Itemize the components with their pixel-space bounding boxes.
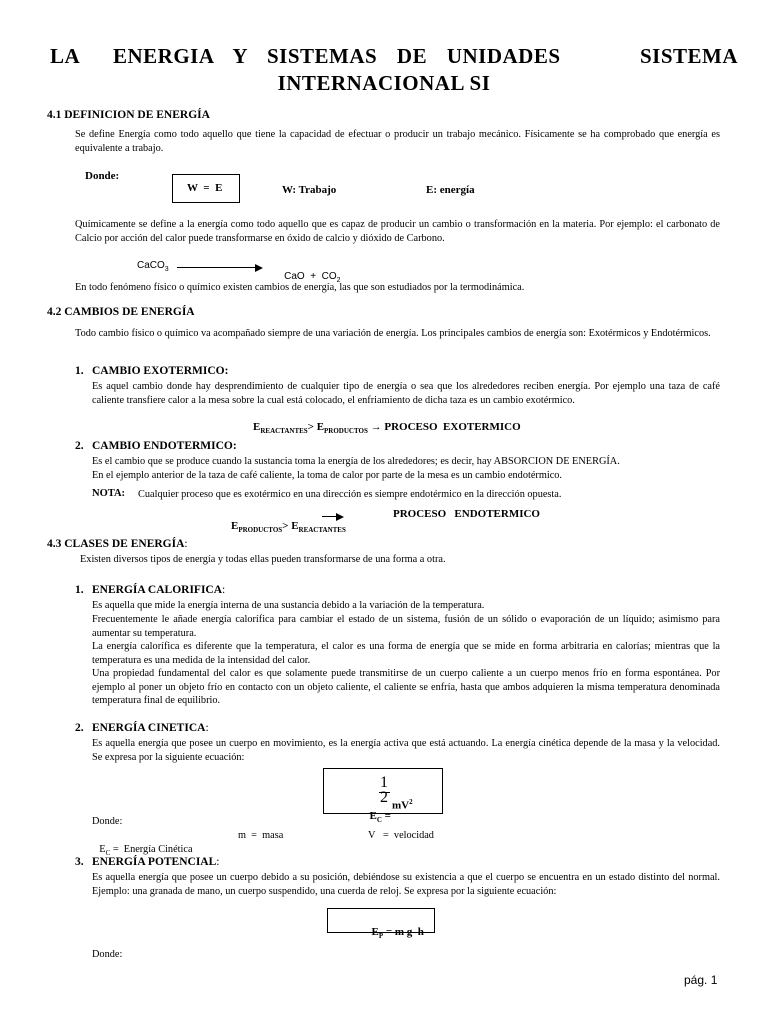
s42-item1-number: 1. (75, 365, 84, 377)
s43-heading-colon: : (184, 538, 188, 550)
ec-rhs-sup: 2 (409, 798, 413, 806)
exo-arrow-icon: → (367, 421, 385, 433)
ec-rhs (392, 798, 413, 812)
exo-sub-reactantes: REACTANTES (260, 427, 308, 436)
s41-paragraph-1: Se define Energía como todo aquello que tiene la capacidad de efectuar o producir un trabajo mecánico. Físicamente se ha comprobado que energía es equivalente a trabajo. (75, 129, 720, 154)
nota-label: NOTA: (92, 488, 126, 499)
product-formula: CaO + CO (284, 271, 337, 282)
class1-title-text: ENERGÍA CALORIFICA (92, 584, 223, 596)
title-word-la: LA (50, 44, 81, 68)
class3-number: 3. (75, 856, 84, 868)
class3-colon: : (216, 856, 220, 868)
section-4-2-heading: 4.2 CAMBIOS DE ENERGÍA (47, 306, 195, 318)
w-definition: W: Trabajo (282, 184, 337, 196)
class2-title (92, 722, 209, 734)
s43-heading-text: 4.3 CLASES DE ENERGÍA (47, 538, 185, 550)
mass-definition: m = masa (238, 830, 284, 841)
class2-colon: : (205, 722, 209, 734)
s42-item2-text2: En el ejemplo anterior de la taza de café caliente, la toma de calor por parte de la mesa es un cambio endotérmico. (92, 470, 563, 481)
ep-lhs-sub: P (378, 932, 384, 941)
class1-colon: : (222, 584, 226, 596)
class1-title (92, 584, 225, 596)
endo-sub-productos: PRODUCTOS (238, 526, 283, 535)
work-energy-formula-box (172, 174, 240, 203)
class2-paragraph-1: Es aquella energía que posee un cuerpo en movimiento, es la energía activa que está actuando. La energía cinética depende de la masa y la velocidad. Se expresa por la siguiente ecuación: (92, 738, 720, 763)
s43-intro: Existen diversos tipos de energía y todas ellas pueden transformarse de una forma a otra. (80, 554, 446, 565)
endo-process-label: PROCESO ENDOTERMICO (393, 508, 540, 520)
product-subscript: 2 (336, 277, 341, 284)
kinetic-energy-formula-box (323, 768, 443, 825)
class1-paragraph-3: La energía calorífica es diferente que la temperatura, el calor es una forma de energía que se mide en forma arbitraria en calorías; mientras que la temperatura es una medida de la intensidad del calor. (92, 641, 720, 666)
nota-text: Cualquier proceso que es exotérmico en una dirección es siempre endotérmico en la dirección opuesta. (138, 489, 562, 500)
exo-e1: E (253, 421, 261, 433)
document-title-line2: INTERNACIONAL SI (277, 71, 491, 95)
s42-paragraph-1: Todo cambio físico o químico va acompañado siempre de una variación de energía. Los principales cambios de energía son: Exotérmicos y Endotérmicos. (75, 328, 711, 339)
exothermic-relation (242, 409, 521, 447)
exo-sub-productos: PRODUCTOS (324, 427, 368, 436)
ec-def-text: = Energía Cinética (110, 843, 193, 855)
class3-title-text: ENERGÍA POTENCIAL (92, 856, 217, 868)
reactant-formula: CaCO (137, 260, 165, 271)
s41-paragraph-2: Químicamente se define a la energía como todo aquello que es capaz de producir un cambio o transformación en la materia. Por ejemplo: el carbonato de Calcio por acción del calor puede transformarse en óxido de calcio y dióxido de Carbono. (75, 219, 720, 244)
ep-lhs-e: E (371, 926, 379, 938)
s42-item2-number: 2. (75, 440, 84, 452)
title-word-sistema: SISTEMA (639, 44, 738, 68)
class3-title (92, 856, 220, 868)
endo-gt: > E (282, 520, 299, 532)
ec-rhs-mv: mV (392, 799, 410, 812)
endothermic-relation (220, 508, 346, 546)
title-middle: ENERGIA Y SISTEMAS DE UNIDADES (113, 44, 561, 68)
s42-item2-text: Es el cambio que se produce cuando la sustancia toma la energía de los alrededores; es decir, hay ABSORCION DE ENERGÍA. (92, 456, 620, 467)
ec-def-sub: C (105, 848, 111, 857)
e-definition: E: energía (426, 184, 475, 196)
class1-paragraph-4: Una propiedad fundamental del calor es que solamente puede transmitirse de un cuerpo caliente a un cuerpo menos frío en forma espontánea. Por ejemplo al poner un objeto frío en contacto con un objeto caliente, el caliente se enfría, hasta que ambos adquieren la misma temperatura denominada temperatura final de equilibrio. (92, 668, 720, 707)
reaction-reactant (137, 260, 169, 273)
work-energy-formula: W = E (187, 182, 223, 194)
ec-fraction-numerator: 1 (380, 774, 388, 791)
class2-number: 2. (75, 722, 84, 734)
class2-donde: Donde: (92, 816, 123, 827)
exo-gt: > E (307, 421, 325, 433)
ep-rhs: = m g h (383, 926, 424, 938)
class2-title-text: ENERGÍA CINETICA (92, 722, 206, 734)
class3-paragraph-1: Es aquella energía que posee un cuerpo debido a su posición, debiéndose su existencia a que el cuerpo se encuentra en un estado distinto del normal. Ejemplo: una granada de mano, un cuerpo suspendido, una cuerda de reloj. Se expresa por la siguiente ecuación: (92, 872, 720, 897)
ec-def-e: E (99, 843, 106, 855)
ec-lhs-sub: C (376, 816, 382, 825)
s42-item1-title: CAMBIO EXOTERMICO: (92, 365, 229, 377)
endo-arrow-icon (322, 516, 342, 517)
reaction-arrow-icon (177, 267, 261, 268)
s42-item1-text: Es aquel cambio donde hay desprendimiento de cualquier tipo de energía o sea que los alrededores reciben energía. Por ejemplo una taza de café caliente transfiere calor a la mesa sobre la cual está colocado, el enfriamiento de dicha taza es un cambio exotérmico. (92, 381, 720, 406)
ec-fraction-denominator: 2 (380, 789, 388, 806)
exo-process-label: PROCESO EXOTERMICO (384, 421, 521, 433)
potential-energy-formula-box (327, 908, 435, 941)
endo-sub-reactantes: REACTANTES (298, 526, 346, 535)
ec-lhs-e: E (369, 810, 377, 822)
s41-donde-label: Donde: (85, 170, 120, 182)
ep-formula (355, 914, 424, 952)
class3-donde: Donde: (92, 949, 123, 960)
class1-number: 1. (75, 584, 84, 596)
section-4-3-heading (47, 538, 188, 550)
endo-e1: E (231, 520, 239, 532)
section-4-1-heading: 4.1 DEFINICION DE ENERGÍA (47, 109, 210, 121)
s41-paragraph-3: En todo fenómeno físico o químico existen cambios de energía, las que son estudiados por la termodinámica. (75, 282, 525, 293)
velocity-definition: V = velocidad (368, 830, 434, 841)
page-number: pág. 1 (684, 973, 718, 987)
s42-item2-title: CAMBIO ENDOTERMICO: (92, 440, 237, 452)
reactant-subscript: 3 (164, 266, 169, 273)
class1-paragraph-2: Frecuentemente le añade energía calorífica para cambiar el estado de un sistema, fusión de un sólido o evaporación de un líquido; asimismo para aumentar su temperatura. (92, 614, 720, 639)
class1-paragraph-1: Es aquella que mide la energía interna de una sustancia debido a la variación de la temperatura. (92, 600, 485, 611)
ec-equals: = (381, 810, 394, 822)
